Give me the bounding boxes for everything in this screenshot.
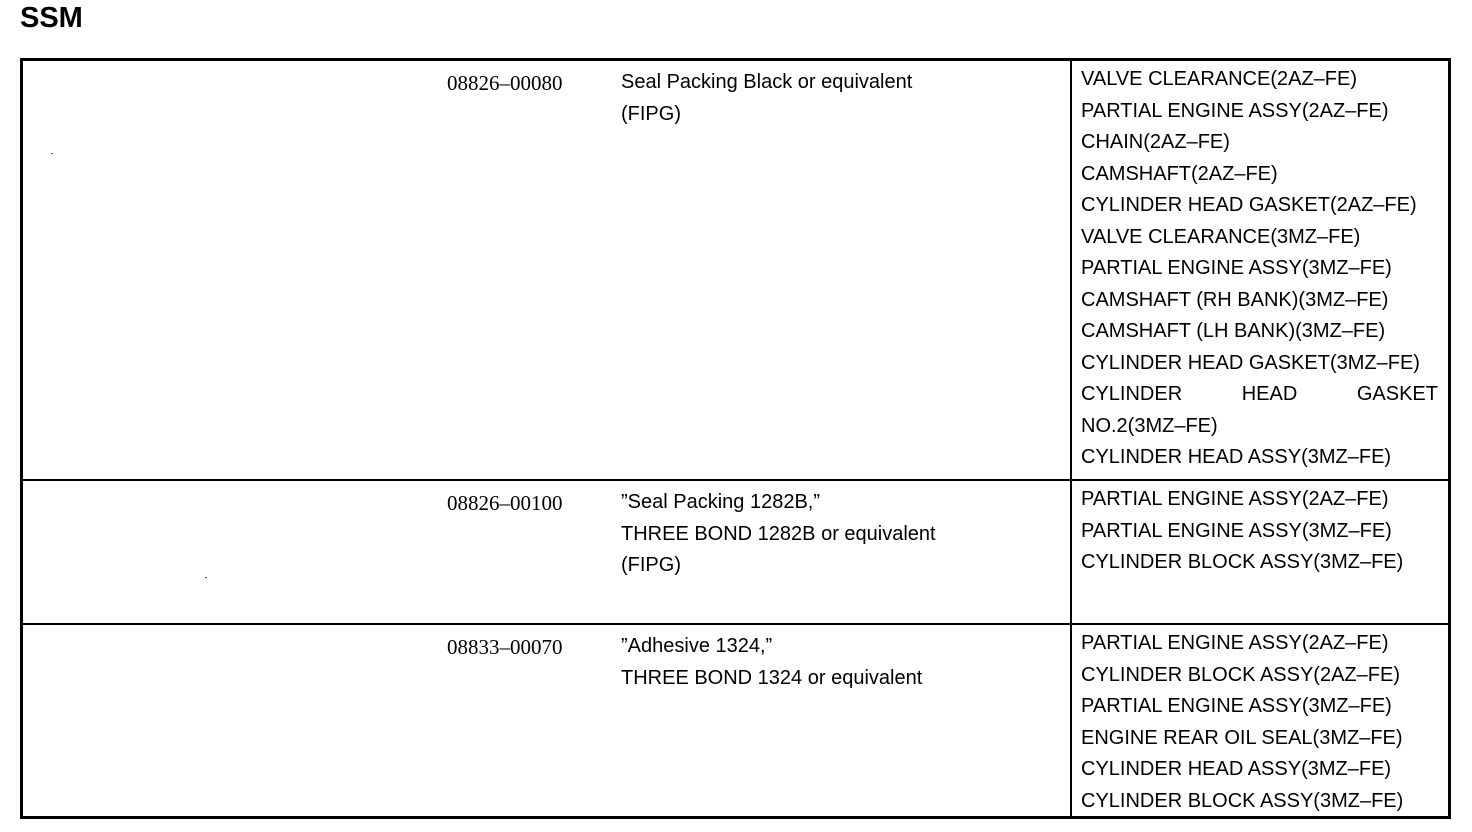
usage-item: ENGINE REAR OIL SEAL(3MZ–FE)	[1081, 726, 1403, 749]
usage-item: CYLINDER BLOCK ASSY(2AZ–FE)	[1081, 663, 1400, 686]
description-line: (FIPG)	[621, 102, 681, 125]
part-description	[621, 631, 922, 694]
description-line: ”Seal Packing 1282B,”	[621, 491, 821, 513]
part-number: 08826–00080	[447, 71, 563, 95]
usage-list	[1081, 628, 1438, 817]
usage-item: CAMSHAFT(2AZ–FE)	[1081, 162, 1278, 185]
usage-item: CYLINDER HEAD GASKET(2AZ–FE)	[1081, 194, 1417, 216]
usage-item: CYLINDER HEAD ASSY(3MZ–FE)	[1081, 446, 1392, 468]
usage-item: CYLINDER HEAD GASKET NO.2(3MZ–FE)	[1081, 383, 1438, 437]
usage-item: CYLINDER BLOCK ASSY(3MZ–FE)	[1081, 551, 1404, 573]
usage-item: VALVE CLEARANCE(2AZ–FE)	[1081, 68, 1358, 90]
usage-item: PARTIAL ENGINE ASSY(2AZ–FE)	[1081, 99, 1389, 122]
ssm-table	[20, 58, 1451, 819]
usage-item: CHAIN(2AZ–FE)	[1081, 131, 1230, 153]
table-row	[23, 479, 1448, 623]
usage-item: CYLINDER HEAD GASKET(3MZ–FE)	[1081, 351, 1420, 374]
usage-item: CYLINDER HEAD ASSY(3MZ–FE)	[1081, 758, 1392, 780]
table-row	[23, 61, 1448, 479]
usage-item: CAMSHAFT (LH BANK)(3MZ–FE)	[1081, 320, 1386, 342]
usage-item: PARTIAL ENGINE ASSY(2AZ–FE)	[1081, 632, 1389, 654]
usage-item: VALVE CLEARANCE(3MZ–FE)	[1081, 225, 1361, 248]
part-number: 08833–00070	[447, 635, 563, 659]
column-divider	[1070, 625, 1072, 816]
description-line: ”Adhesive 1324,”	[621, 635, 773, 657]
usage-item: CAMSHAFT (RH BANK)(3MZ–FE)	[1081, 288, 1389, 311]
description-line: Seal Packing Black or equivalent	[621, 71, 913, 93]
usage-item: CYLINDER BLOCK ASSY(3MZ–FE)	[1081, 789, 1404, 812]
usage-item: PARTIAL ENGINE ASSY(3MZ–FE)	[1081, 695, 1392, 717]
scan-speck	[205, 577, 207, 578]
scan-speck	[51, 153, 53, 154]
table-row	[23, 623, 1448, 816]
usage-item: PARTIAL ENGINE ASSY(2AZ–FE)	[1081, 488, 1389, 510]
part-number: 08826–00100	[447, 491, 563, 515]
usage-list	[1081, 484, 1438, 579]
page-title: SSM	[20, 2, 83, 34]
description-line: (FIPG)	[621, 554, 681, 576]
column-divider	[1070, 481, 1072, 623]
usage-item: PARTIAL ENGINE ASSY(3MZ–FE)	[1081, 257, 1392, 279]
part-description	[621, 67, 912, 130]
usage-item: PARTIAL ENGINE ASSY(3MZ–FE)	[1081, 519, 1392, 542]
column-divider	[1070, 61, 1072, 479]
usage-list	[1081, 64, 1438, 474]
description-line: THREE BOND 1324 or equivalent	[621, 666, 923, 689]
description-line: THREE BOND 1282B or equivalent	[621, 522, 936, 545]
part-description	[621, 487, 936, 582]
